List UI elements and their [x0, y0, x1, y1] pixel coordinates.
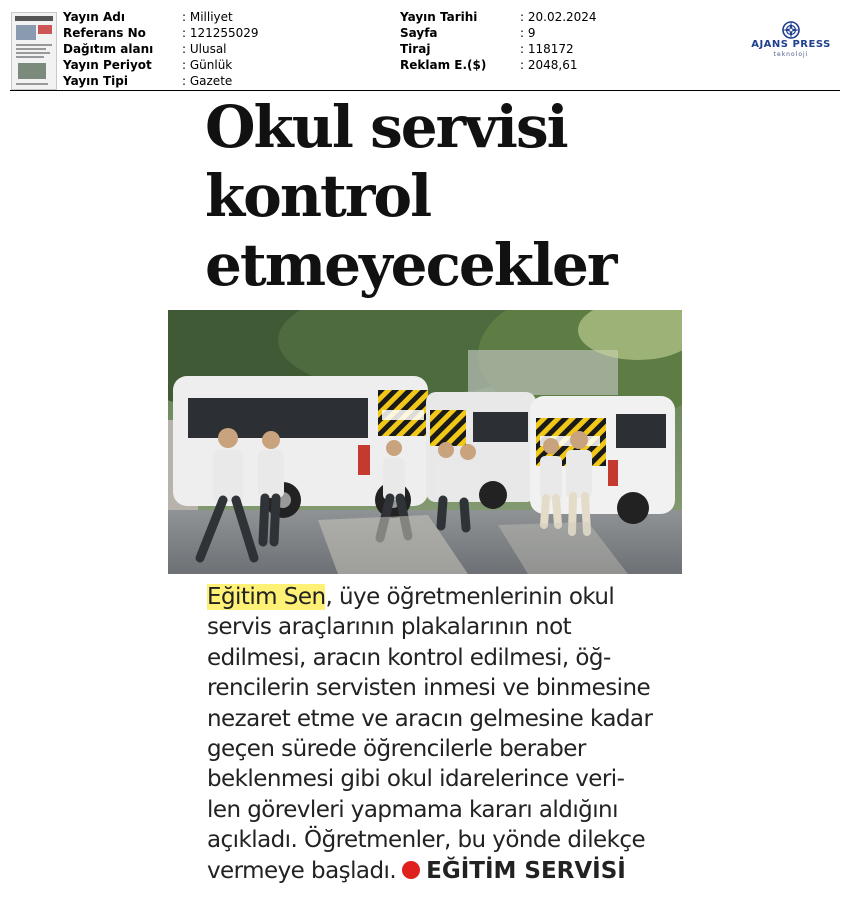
body-line: açıkladı. Öğretmenler, bu yönde dilekçe — [207, 827, 646, 854]
body-line: nezaret etme ve aracın gelmesine kadar — [207, 705, 653, 732]
ajans-press-logo — [744, 20, 838, 60]
field-label: Yayın Tipi — [63, 74, 128, 88]
clipping-header — [0, 0, 850, 92]
article-headline — [205, 93, 675, 300]
field-value: : 9 — [520, 26, 536, 40]
body-text-run: vermeye başladı. — [207, 857, 397, 884]
school-service-vans-photo — [168, 310, 682, 574]
highlighted-keyword: Eğitim Sen — [207, 584, 326, 610]
headline-line: etmeyecekler — [205, 231, 616, 299]
field-value: : Ulusal — [182, 42, 227, 56]
body-line-0 — [207, 582, 687, 612]
field-value: : 2048,61 — [520, 58, 578, 72]
field-value: : 118172 — [520, 42, 574, 56]
article-photo — [168, 310, 682, 574]
headline-line: kontrol — [205, 162, 431, 230]
field-label: Sayfa — [400, 26, 438, 40]
body-line: servis araçlarının plakalarının not — [207, 614, 572, 641]
byline: EĞİTİM SERVİSİ — [426, 857, 626, 884]
field-value: : 121255029 — [182, 26, 259, 40]
field-label: Yayın Tarihi — [400, 10, 478, 24]
field-label: Dağıtım alanı — [63, 42, 154, 56]
field-value: : Günlük — [182, 58, 233, 72]
logo-name: AJANS PRESS — [751, 39, 831, 50]
byline-dot-icon — [402, 861, 420, 879]
body-line: len görevleri yapmama kararı aldığını — [207, 796, 618, 823]
body-line-last — [207, 856, 687, 886]
field-value: : 20.02.2024 — [520, 10, 597, 24]
newspaper-thumbnail — [11, 12, 57, 90]
field-value: : Gazete — [182, 74, 233, 88]
headline-line: Okul servisi — [205, 93, 567, 161]
body-line: edilmesi, aracın kontrol edilmesi, öğ- — [207, 644, 611, 671]
field-label: Tiraj — [400, 42, 431, 56]
article-body — [207, 582, 687, 886]
field-value: : Milliyet — [182, 10, 233, 24]
header-divider — [10, 90, 840, 91]
field-label: Yayın Adı — [63, 10, 125, 24]
body-line: beklenmesi gibi okul idarelerince veri- — [207, 766, 625, 793]
field-label: Referans No — [63, 26, 146, 40]
compass-icon — [781, 20, 801, 40]
body-text-run: , üye öğretmenlerinin okul — [325, 584, 615, 610]
body-line: geçen sürede öğrencilerle beraber — [207, 736, 586, 763]
logo-tagline: teknoloji — [773, 51, 809, 58]
body-line: rencilerin servisten inmesi ve binmesine — [207, 675, 651, 702]
field-label: Reklam E.($) — [400, 58, 487, 72]
field-label: Yayın Periyot — [63, 58, 152, 72]
